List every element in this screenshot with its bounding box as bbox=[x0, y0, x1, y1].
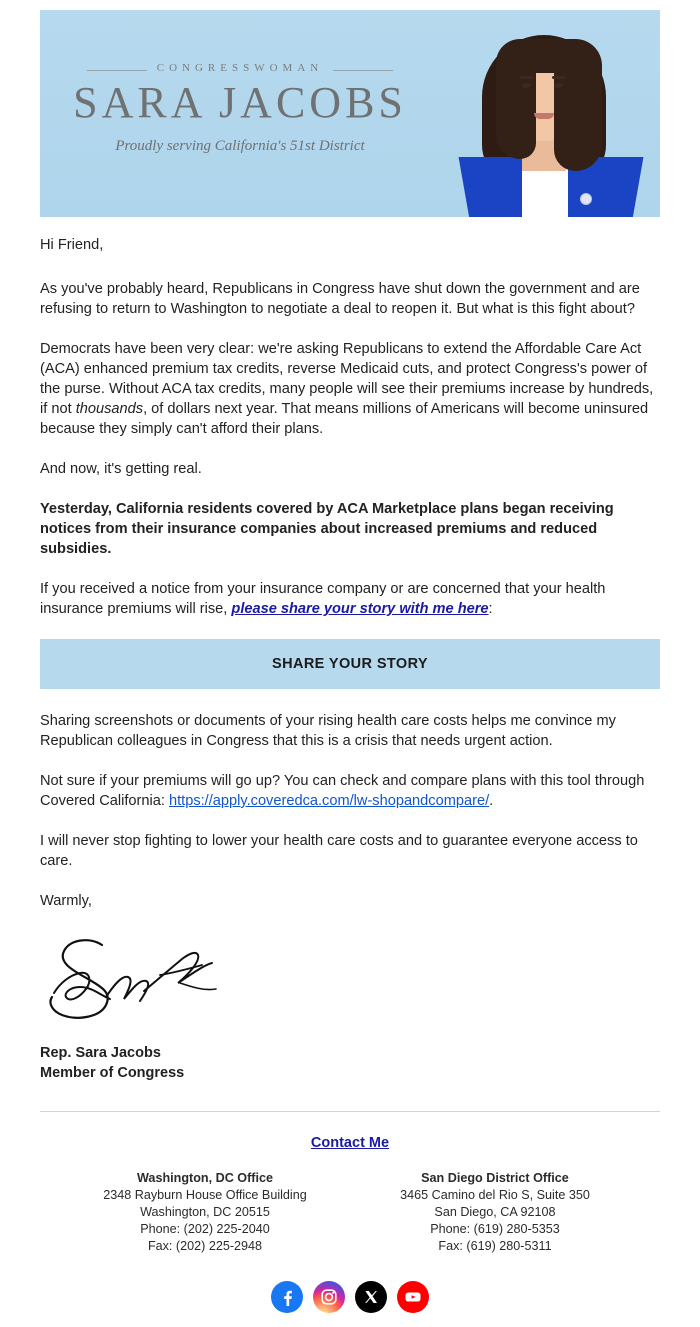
paragraph-shutdown: As you've probably heard, Republicans in Congress have shut down the government and are refusing to return to Washington to negotiate a deal to reopen it. But what is this fight about? bbox=[40, 281, 640, 317]
signer-title: Member of Congress bbox=[40, 1065, 185, 1081]
portrait-eye-left bbox=[522, 83, 531, 88]
signature-svg bbox=[40, 931, 240, 1037]
paragraph-share-request bbox=[40, 579, 660, 619]
youtube-glyph bbox=[403, 1287, 423, 1307]
portrait-mouth bbox=[534, 113, 554, 119]
office-san-diego bbox=[350, 1170, 640, 1255]
facebook-glyph bbox=[278, 1288, 296, 1306]
paragraph-notices-bold: Yesterday, California residents covered by ACA Marketplace plans began receiving notices from their insurance companies about increased premiums and reduced subsidies. bbox=[40, 501, 614, 557]
facebook-icon[interactable] bbox=[271, 1281, 303, 1313]
x-glyph bbox=[363, 1289, 379, 1305]
youtube-icon[interactable] bbox=[397, 1281, 429, 1313]
paragraph-share-part1: If you received a notice from your insurance company or are concerned that your health insurance premiums will rise, bbox=[40, 581, 606, 617]
contact-me-link[interactable]: Contact Me bbox=[310, 1135, 390, 1151]
office-fax: Fax: (202) 225-2948 bbox=[147, 1239, 263, 1253]
paragraph-demands bbox=[40, 339, 660, 439]
paragraph-share-part2: : bbox=[488, 601, 493, 617]
banner-eyebrow-row bbox=[40, 62, 440, 78]
covered-california-link[interactable]: https://apply.coveredca.com/lw-shopandcompare/ bbox=[168, 793, 490, 809]
greeting-line: Hi Friend, bbox=[40, 237, 104, 253]
paragraph-covered-part1: Not sure if your premiums will go up? You can check and compare plans with this tool through Covered California: bbox=[40, 773, 645, 809]
signer-name: Rep. Sara Jacobs bbox=[40, 1045, 161, 1061]
paragraph-screenshots: Sharing screenshots or documents of your rising health care costs helps me convince my Republican colleagues in Congress that this is a crisis that needs urgent action. bbox=[40, 713, 616, 749]
instagram-glyph bbox=[320, 1288, 338, 1306]
email-header-banner bbox=[40, 10, 660, 217]
office-address-line1: 3465 Camino del Rio S, Suite 350 bbox=[400, 1188, 590, 1202]
share-your-story-inline-link[interactable]: please share your story with me here bbox=[231, 601, 489, 617]
portrait-brow-left bbox=[520, 76, 533, 79]
contact-me-wrap bbox=[40, 1112, 660, 1170]
office-phone: Phone: (202) 225-2040 bbox=[140, 1222, 270, 1236]
paragraph-closing-message: I will never stop fighting to lower your health care costs and to guarantee everyone access to care. bbox=[40, 833, 638, 869]
email-content bbox=[0, 217, 700, 1327]
portrait-bangs bbox=[502, 39, 586, 73]
banner-name: SARA JACOBS bbox=[73, 78, 407, 127]
email-body bbox=[0, 10, 700, 1327]
paragraph-covered-california bbox=[40, 771, 660, 811]
closing-salutation: Warmly, bbox=[40, 893, 92, 909]
paragraph-demands-part2: , of dollars next year. That means millions of Americans will become uninsured because they simply can't afford their plans. bbox=[40, 401, 649, 437]
office-washington-dc bbox=[60, 1170, 350, 1255]
instagram-icon[interactable] bbox=[313, 1281, 345, 1313]
banner-eyebrow: CONGRESSWOMAN bbox=[156, 62, 324, 74]
paragraph-getting-real: And now, it's getting real. bbox=[40, 461, 202, 477]
office-address-line1: 2348 Rayburn House Office Building bbox=[103, 1188, 307, 1202]
office-title: Washington, DC Office bbox=[137, 1171, 273, 1185]
emphasis-thousands: thousands bbox=[75, 401, 144, 417]
office-title: San Diego District Office bbox=[421, 1171, 569, 1185]
office-phone: Phone: (619) 280-5353 bbox=[430, 1222, 560, 1236]
banner-title-block bbox=[40, 62, 440, 155]
banner-subtitle: Proudly serving California's 51st District bbox=[115, 138, 365, 155]
rule-left bbox=[87, 70, 147, 71]
signature-image bbox=[40, 931, 660, 1037]
congresswoman-portrait-image bbox=[450, 17, 640, 217]
paragraph-demands-part1: Democrats have been very clear: we're asking Republicans to extend the Affordable Care Act (ACA) enhanced premium tax credits, reverse Medicaid cuts, and protect Congress's power of the purse. Without ACA tax credits, many people will see their premiums increase by hundreds, if not bbox=[40, 341, 654, 417]
portrait-eye-right bbox=[554, 83, 563, 88]
portrait-lapel-pin bbox=[580, 193, 592, 205]
share-your-story-button[interactable]: SHARE YOUR STORY bbox=[40, 639, 660, 689]
rule-right bbox=[333, 70, 393, 71]
office-addresses bbox=[40, 1170, 660, 1255]
paragraph-covered-part2: . bbox=[489, 793, 494, 809]
office-address-line2: Washington, DC 20515 bbox=[140, 1205, 270, 1219]
office-address-line2: San Diego, CA 92108 bbox=[434, 1205, 556, 1219]
office-fax: Fax: (619) 280-5311 bbox=[438, 1239, 552, 1253]
x-twitter-icon[interactable] bbox=[355, 1281, 387, 1313]
portrait-brow-right bbox=[552, 76, 565, 79]
social-links-row bbox=[40, 1255, 660, 1327]
